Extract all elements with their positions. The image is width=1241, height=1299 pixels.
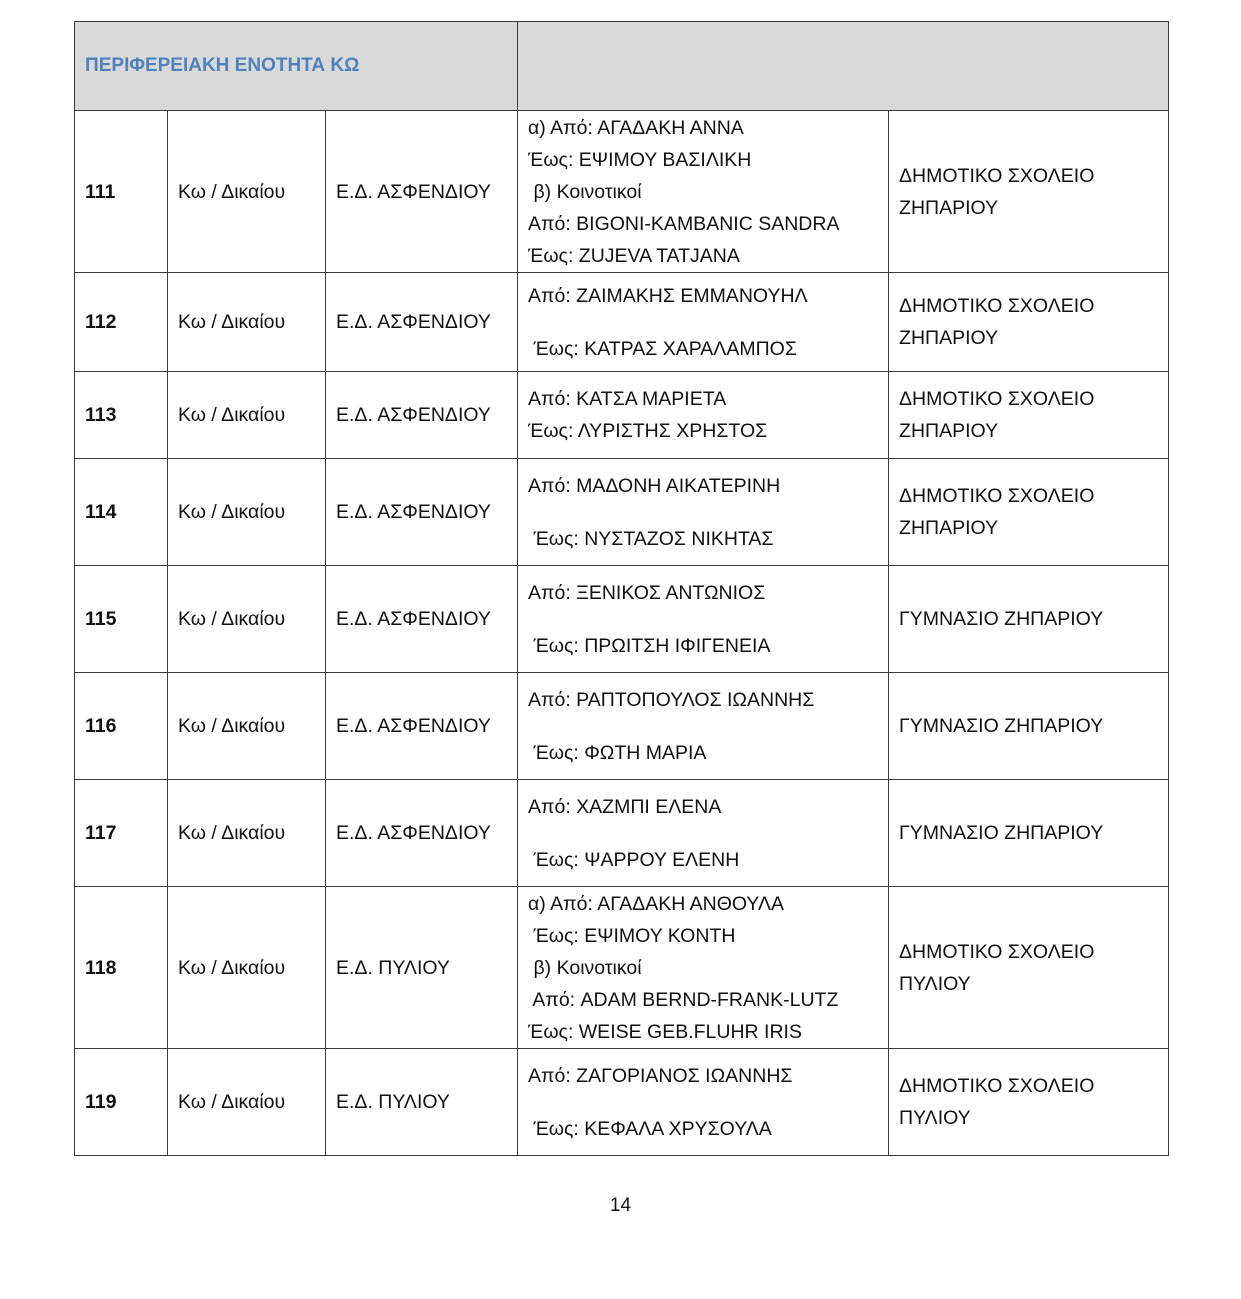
voter-range-line: Έως: ΕΨΙΜΟΥ ΒΑΣΙΛΙΚΗ	[528, 148, 752, 171]
voter-range-cell	[518, 372, 889, 459]
school-name-line: ΓΥΜΝΑΣΙΟ ΖΗΠΑΡΙΟΥ	[899, 822, 1104, 844]
station-number: 112	[75, 273, 168, 372]
school-name-line: ΔΗΜΟΤΙΚΟ ΣΧΟΛΕΙΟ	[899, 940, 1095, 963]
school-cell	[889, 459, 1169, 566]
court-cell: Κω / Δικαίου	[168, 673, 326, 780]
district-cell: Ε.Δ. ΑΣΦΕΝΔΙΟΥ	[326, 780, 518, 887]
district-cell: Ε.Δ. ΑΣΦΕΝΔΙΟΥ	[326, 273, 518, 372]
voter-range-line: Έως: ΕΨΙΜΟΥ ΚΟΝΤΗ	[528, 924, 736, 947]
court-cell: Κω / Δικαίου	[168, 887, 326, 1049]
table-row	[75, 273, 1169, 372]
voter-range-line: Από: ΜΑΔΟΝΗ ΑΙΚΑΤΕΡΙΝΗ	[528, 474, 781, 497]
table-row	[75, 566, 1169, 673]
station-number: 111	[75, 111, 168, 273]
voter-range-line: Έως: ΛΥΡΙΣΤΗΣ ΧΡΗΣΤΟΣ	[528, 420, 768, 442]
school-name-line: ΖΗΠΑΡΙΟΥ	[899, 517, 999, 539]
school-cell	[889, 887, 1169, 1049]
voter-range-line: Έως: ΚΑΤΡΑΣ ΧΑΡΑΛΑΜΠΟΣ	[528, 337, 797, 360]
voter-range-cell	[518, 111, 889, 273]
voter-range-line: β) Κοινοτικοί	[528, 180, 642, 203]
school-name-line: ΔΗΜΟΤΙΚΟ ΣΧΟΛΕΙΟ	[899, 485, 1095, 507]
school-name-line: ΓΥΜΝΑΣΙΟ ΖΗΠΑΡΙΟΥ	[899, 608, 1104, 630]
voter-range-line: Έως: ZUJEVA TATJANA	[528, 244, 740, 267]
voter-range-line: Από: ΞΕΝΙΚΟΣ ΑΝΤΩΝΙΟΣ	[528, 581, 766, 604]
table-row	[75, 1049, 1169, 1156]
station-number: 119	[75, 1049, 168, 1156]
table-row	[75, 372, 1169, 459]
court-cell: Κω / Δικαίου	[168, 566, 326, 673]
district-cell: Ε.Δ. ΑΣΦΕΝΔΙΟΥ	[326, 372, 518, 459]
voter-range-line: Έως: ΝΥΣΤΑΖΟΣ ΝΙΚΗΤΑΣ	[528, 527, 774, 550]
school-cell	[889, 780, 1169, 887]
voter-range-line: Έως: ΚΕΦΑΛΑ ΧΡΥΣΟΥΛΑ	[528, 1117, 772, 1140]
school-name-line: ΖΗΠΑΡΙΟΥ	[899, 196, 999, 219]
station-number: 118	[75, 887, 168, 1049]
district-cell: Ε.Δ. ΠΥΛΙΟΥ	[326, 1049, 518, 1156]
school-name-line: ΖΗΠΑΡΙΟΥ	[899, 420, 999, 442]
school-name-line: ΔΗΜΟΤΙΚΟ ΣΧΟΛΕΙΟ	[899, 295, 1095, 317]
district-cell: Ε.Δ. ΑΣΦΕΝΔΙΟΥ	[326, 459, 518, 566]
voter-range-line: Από: ΖΑΙΜΑΚΗΣ ΕΜΜΑΝΟΥΗΛ	[528, 284, 808, 307]
court-cell: Κω / Δικαίου	[168, 273, 326, 372]
voter-range-line: α) Από: ΑΓΑΔΑΚΗ ΑΝΝΑ	[528, 116, 744, 139]
court-cell: Κω / Δικαίου	[168, 459, 326, 566]
voter-range-line: Έως: WEISE GEB.FLUHR IRIS	[528, 1020, 802, 1043]
voter-range-line: Έως: ΦΩΤΗ ΜΑΡΙΑ	[528, 741, 707, 764]
district-cell: Ε.Δ. ΑΣΦΕΝΔΙΟΥ	[326, 566, 518, 673]
school-cell	[889, 111, 1169, 273]
school-name-line: ΠΥΛΙΟΥ	[899, 972, 971, 995]
school-cell	[889, 273, 1169, 372]
table-header-row	[75, 22, 1169, 111]
voter-range-cell	[518, 673, 889, 780]
school-cell	[889, 372, 1169, 459]
voter-range-line: Από: ΧΑΖΜΠΙ ΕΛΕΝΑ	[528, 795, 722, 818]
voter-range-line: Από: ΡΑΠΤΟΠΟΥΛΟΣ ΙΩΑΝΝΗΣ	[528, 688, 815, 711]
header-empty-cell	[518, 22, 1169, 111]
table-row	[75, 459, 1169, 566]
school-name-line: ΔΗΜΟΤΙΚΟ ΣΧΟΛΕΙΟ	[899, 388, 1095, 410]
voter-range-cell	[518, 1049, 889, 1156]
table-row	[75, 780, 1169, 887]
voter-range-cell	[518, 273, 889, 372]
district-cell: Ε.Δ. ΑΣΦΕΝΔΙΟΥ	[326, 111, 518, 273]
page-number: 14	[609, 1195, 632, 1216]
station-number: 113	[75, 372, 168, 459]
voter-range-cell	[518, 566, 889, 673]
district-cell: Ε.Δ. ΑΣΦΕΝΔΙΟΥ	[326, 673, 518, 780]
district-cell: Ε.Δ. ΠΥΛΙΟΥ	[326, 887, 518, 1049]
voter-range-line: β) Κοινοτικοί	[528, 956, 642, 979]
voter-range-line: α) Από: ΑΓΑΔΑΚΗ ΑΝΘΟΥΛΑ	[528, 892, 785, 915]
table-row	[75, 673, 1169, 780]
voter-range-cell	[518, 780, 889, 887]
school-cell	[889, 566, 1169, 673]
school-name-line: ΖΗΠΑΡΙΟΥ	[899, 327, 999, 349]
polling-stations-table	[74, 21, 1169, 1156]
court-cell: Κω / Δικαίου	[168, 780, 326, 887]
school-name-line: ΓΥΜΝΑΣΙΟ ΖΗΠΑΡΙΟΥ	[899, 715, 1104, 737]
voter-range-line: Από: BIGONI-KAMBANIC SANDRA	[528, 212, 840, 235]
station-number: 115	[75, 566, 168, 673]
voter-range-cell	[518, 459, 889, 566]
station-number: 116	[75, 673, 168, 780]
voter-range-line: Έως: ΨΑΡΡΟΥ ΕΛΕΝΗ	[528, 848, 740, 871]
school-name-line: ΠΥΛΙΟΥ	[899, 1107, 971, 1129]
station-number: 117	[75, 780, 168, 887]
table-row	[75, 887, 1169, 1049]
school-name-line: ΔΗΜΟΤΙΚΟ ΣΧΟΛΕΙΟ	[899, 1075, 1095, 1097]
table-row	[75, 111, 1169, 273]
court-cell: Κω / Δικαίου	[168, 372, 326, 459]
region-title: ΠΕΡΙΦΕΡΕΙΑΚΗ ΕΝΟΤΗΤΑ ΚΩ	[75, 22, 518, 111]
court-cell: Κω / Δικαίου	[168, 111, 326, 273]
court-cell: Κω / Δικαίου	[168, 1049, 326, 1156]
school-cell	[889, 1049, 1169, 1156]
voter-range-line: Από: ADAM BERND-FRANK-LUTZ	[528, 988, 839, 1011]
school-cell	[889, 673, 1169, 780]
voter-range-line: Από: ΚΑΤΣΑ ΜΑΡΙΕΤΑ	[528, 388, 727, 410]
station-number: 114	[75, 459, 168, 566]
voter-range-cell	[518, 887, 889, 1049]
voter-range-line: Από: ΖΑΓΟΡΙΑΝΟΣ ΙΩΑΝΝΗΣ	[528, 1064, 793, 1087]
voter-range-line: Έως: ΠΡΩΙΤΣΗ ΙΦΙΓΕΝΕΙΑ	[528, 634, 771, 657]
school-name-line: ΔΗΜΟΤΙΚΟ ΣΧΟΛΕΙΟ	[899, 164, 1095, 187]
